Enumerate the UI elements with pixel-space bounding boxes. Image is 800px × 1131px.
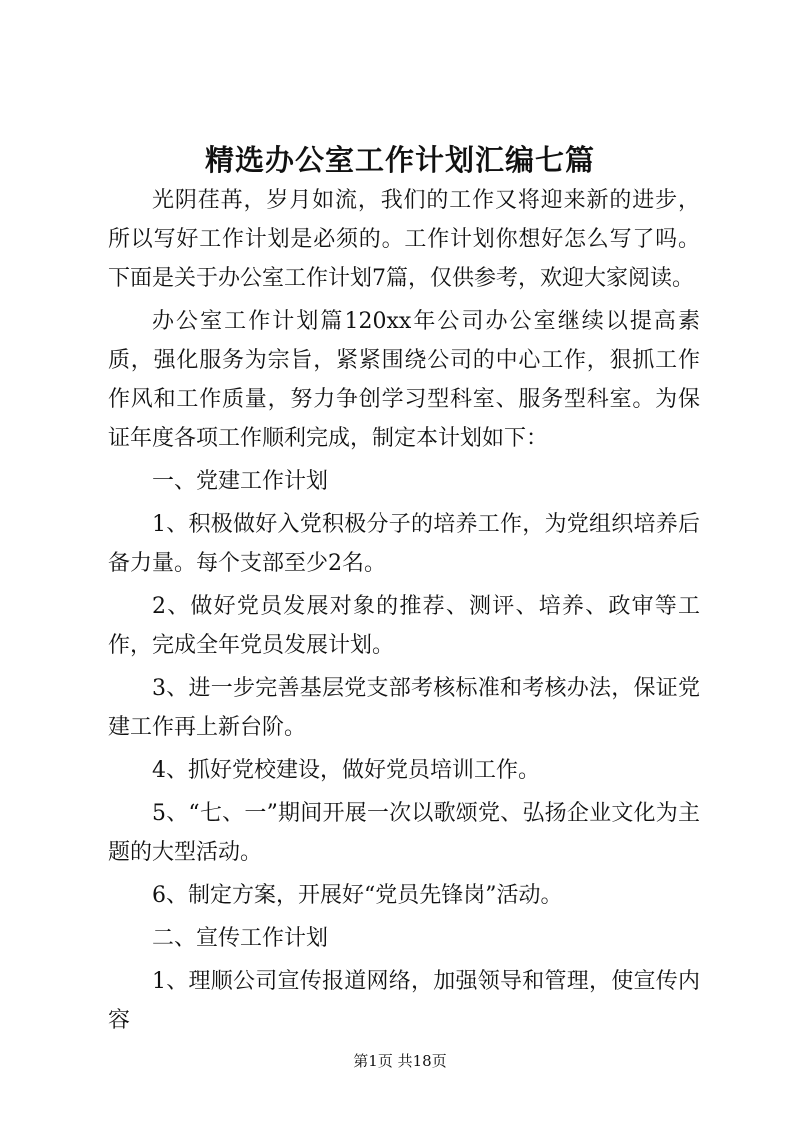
list-item: 3、进一步完善基层党支部考核标准和考核办法，保证党建工作再上新台阶。 — [108, 676, 700, 740]
list-item: 1、积极做好入党积极分子的培养工作，为党组织培养后备力量。每个支部至少2名。 — [108, 512, 700, 576]
list-item: 1、理顺公司宣传报道网络，加强领导和管理，使宣传内容 — [108, 969, 700, 1033]
list-item: 5、“七、一”期间开展一次以歌颂党、弘扬企业文化为主题的大型活动。 — [108, 801, 700, 865]
section-heading-party-building: 一、党建工作计划 — [152, 469, 329, 494]
section-heading-publicity: 二、宣传工作计划 — [152, 926, 329, 951]
plan-intro-paragraph: 办公室工作计划篇120xx年公司办公室继续以提高素质，强化服务为宗旨，紧紧围绕公司的中心工作，狠抓工作作风和工作质量，努力争创学习型科室、服务型科室。为保证年度各项工作顺利完成，制定本计划如下： — [108, 309, 700, 451]
page-footer: 第1页 共18页 — [353, 1052, 447, 1070]
document-body — [108, 181, 700, 1044]
list-item: 4、抓好党校建设，做好党员培训工作。 — [152, 758, 540, 783]
document-title: 精选办公室工作计划汇编七篇 — [204, 143, 595, 177]
intro-paragraph: 光阴荏苒，岁月如流，我们的工作又将迎来新的进步，所以写好工作计划是必须的。工作计划你想好怎么写了吗。下面是关于办公室工作计划7篇，仅供参考，欢迎大家阅读。 — [108, 188, 700, 291]
list-item: 6、制定方案，开展好“党员先锋岗”活动。 — [152, 883, 563, 908]
list-item: 2、做好党员发展对象的推荐、测评、培养、政审等工作，完成全年党员发展计划。 — [108, 594, 700, 658]
